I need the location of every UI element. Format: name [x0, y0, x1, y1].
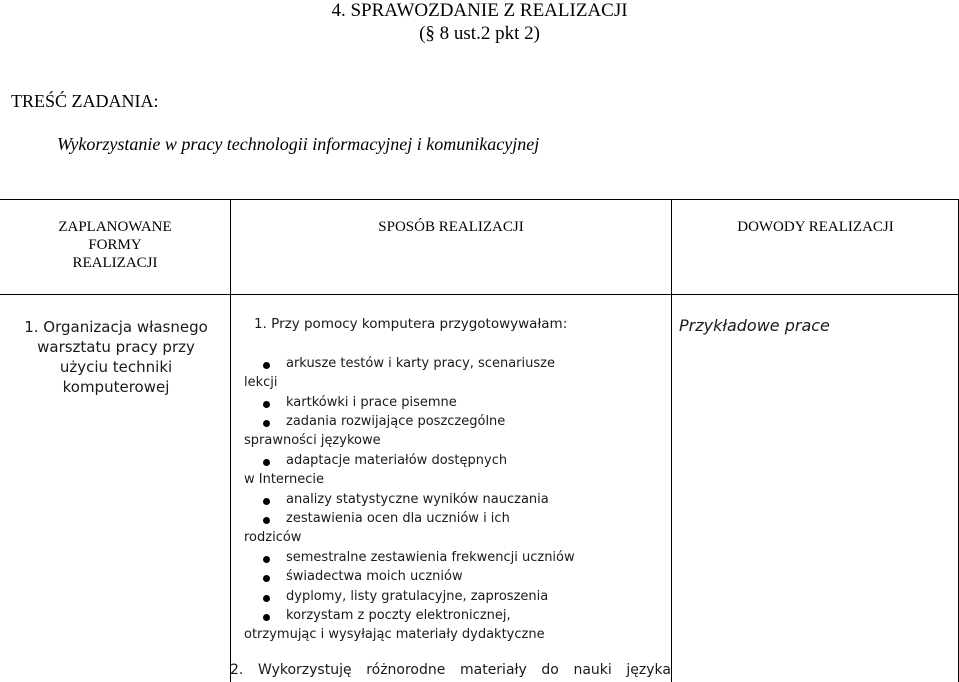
bullet-text: arkusze testów i karty pracy, scenariusze: [286, 356, 555, 371]
bullet-text: semestralne zestawienia frekwencji uczniów: [286, 550, 575, 565]
report-heading: 4. SPRAWOZDANIE Z REALIZACJI: [331, 0, 628, 21]
header-planned-forms: ZAPLANOWANE FORMY REALIZACJI: [58, 219, 172, 271]
bullet-icon: [263, 401, 270, 408]
bullet-text: korzystam z poczty elektronicznej,: [286, 608, 511, 623]
table-top-border: [0, 199, 959, 200]
method-point-2: 2. Wykorzystuję różnorodne materiały do nauki języka: [230, 662, 671, 678]
bullet-text: zestawienia ocen dla uczniów i ich: [286, 511, 510, 526]
bullet-icon: [263, 556, 270, 563]
evidence-example-works: Przykładowe prace: [679, 316, 830, 335]
bullet-continuation: rodziców: [244, 530, 302, 545]
bullet-text: zadania rozwijające poszczególne: [286, 414, 506, 429]
header-evidence: DOWODY REALIZACJI: [737, 219, 894, 235]
task-label: TREŚĆ ZADANIA:: [11, 91, 159, 111]
column-divider-1: [230, 199, 231, 682]
bullet-continuation: otrzymując i wysyłając materiały dydaktyczne: [244, 627, 545, 642]
bullet-continuation: w Internecie: [244, 472, 325, 487]
table-header-divider: [0, 294, 959, 295]
bullet-text: świadectwa moich uczniów: [286, 569, 463, 584]
bullet-continuation: lekcji: [244, 375, 278, 390]
bullet-text: analizy statystyczne wyników nauczania: [286, 492, 549, 507]
task-title: Wykorzystanie w pracy technologii informacyjnej i komunikacyjnej: [57, 134, 540, 154]
header-method: SPOSÓB REALIZACJI: [378, 219, 524, 235]
form-organization: 1. Organizacja własnego warsztatu pracy przy użyciu techniki komputerowej: [24, 318, 208, 396]
bullet-icon: [263, 420, 270, 427]
bullet-icon: [263, 459, 270, 466]
bullet-icon: [263, 517, 270, 524]
bullet-text: dyplomy, listy gratulacyjne, zaproszenia: [286, 589, 549, 604]
bullet-icon: [263, 595, 270, 602]
bullet-icon: [263, 614, 270, 621]
bullet-icon: [263, 362, 270, 369]
bullet-continuation: sprawności językowe: [244, 433, 381, 448]
bullet-icon: [263, 498, 270, 505]
bullet-icon: [263, 575, 270, 582]
method-intro: 1. Przy pomocy komputera przygotowywałam:: [254, 316, 568, 332]
bullet-text: kartkówki i prace pisemne: [286, 395, 457, 410]
bullet-text: adaptacje materiałów dostępnych: [286, 453, 508, 468]
report-subheading: (§ 8 ust.2 pkt 2): [419, 23, 540, 44]
column-divider-2: [671, 199, 672, 682]
